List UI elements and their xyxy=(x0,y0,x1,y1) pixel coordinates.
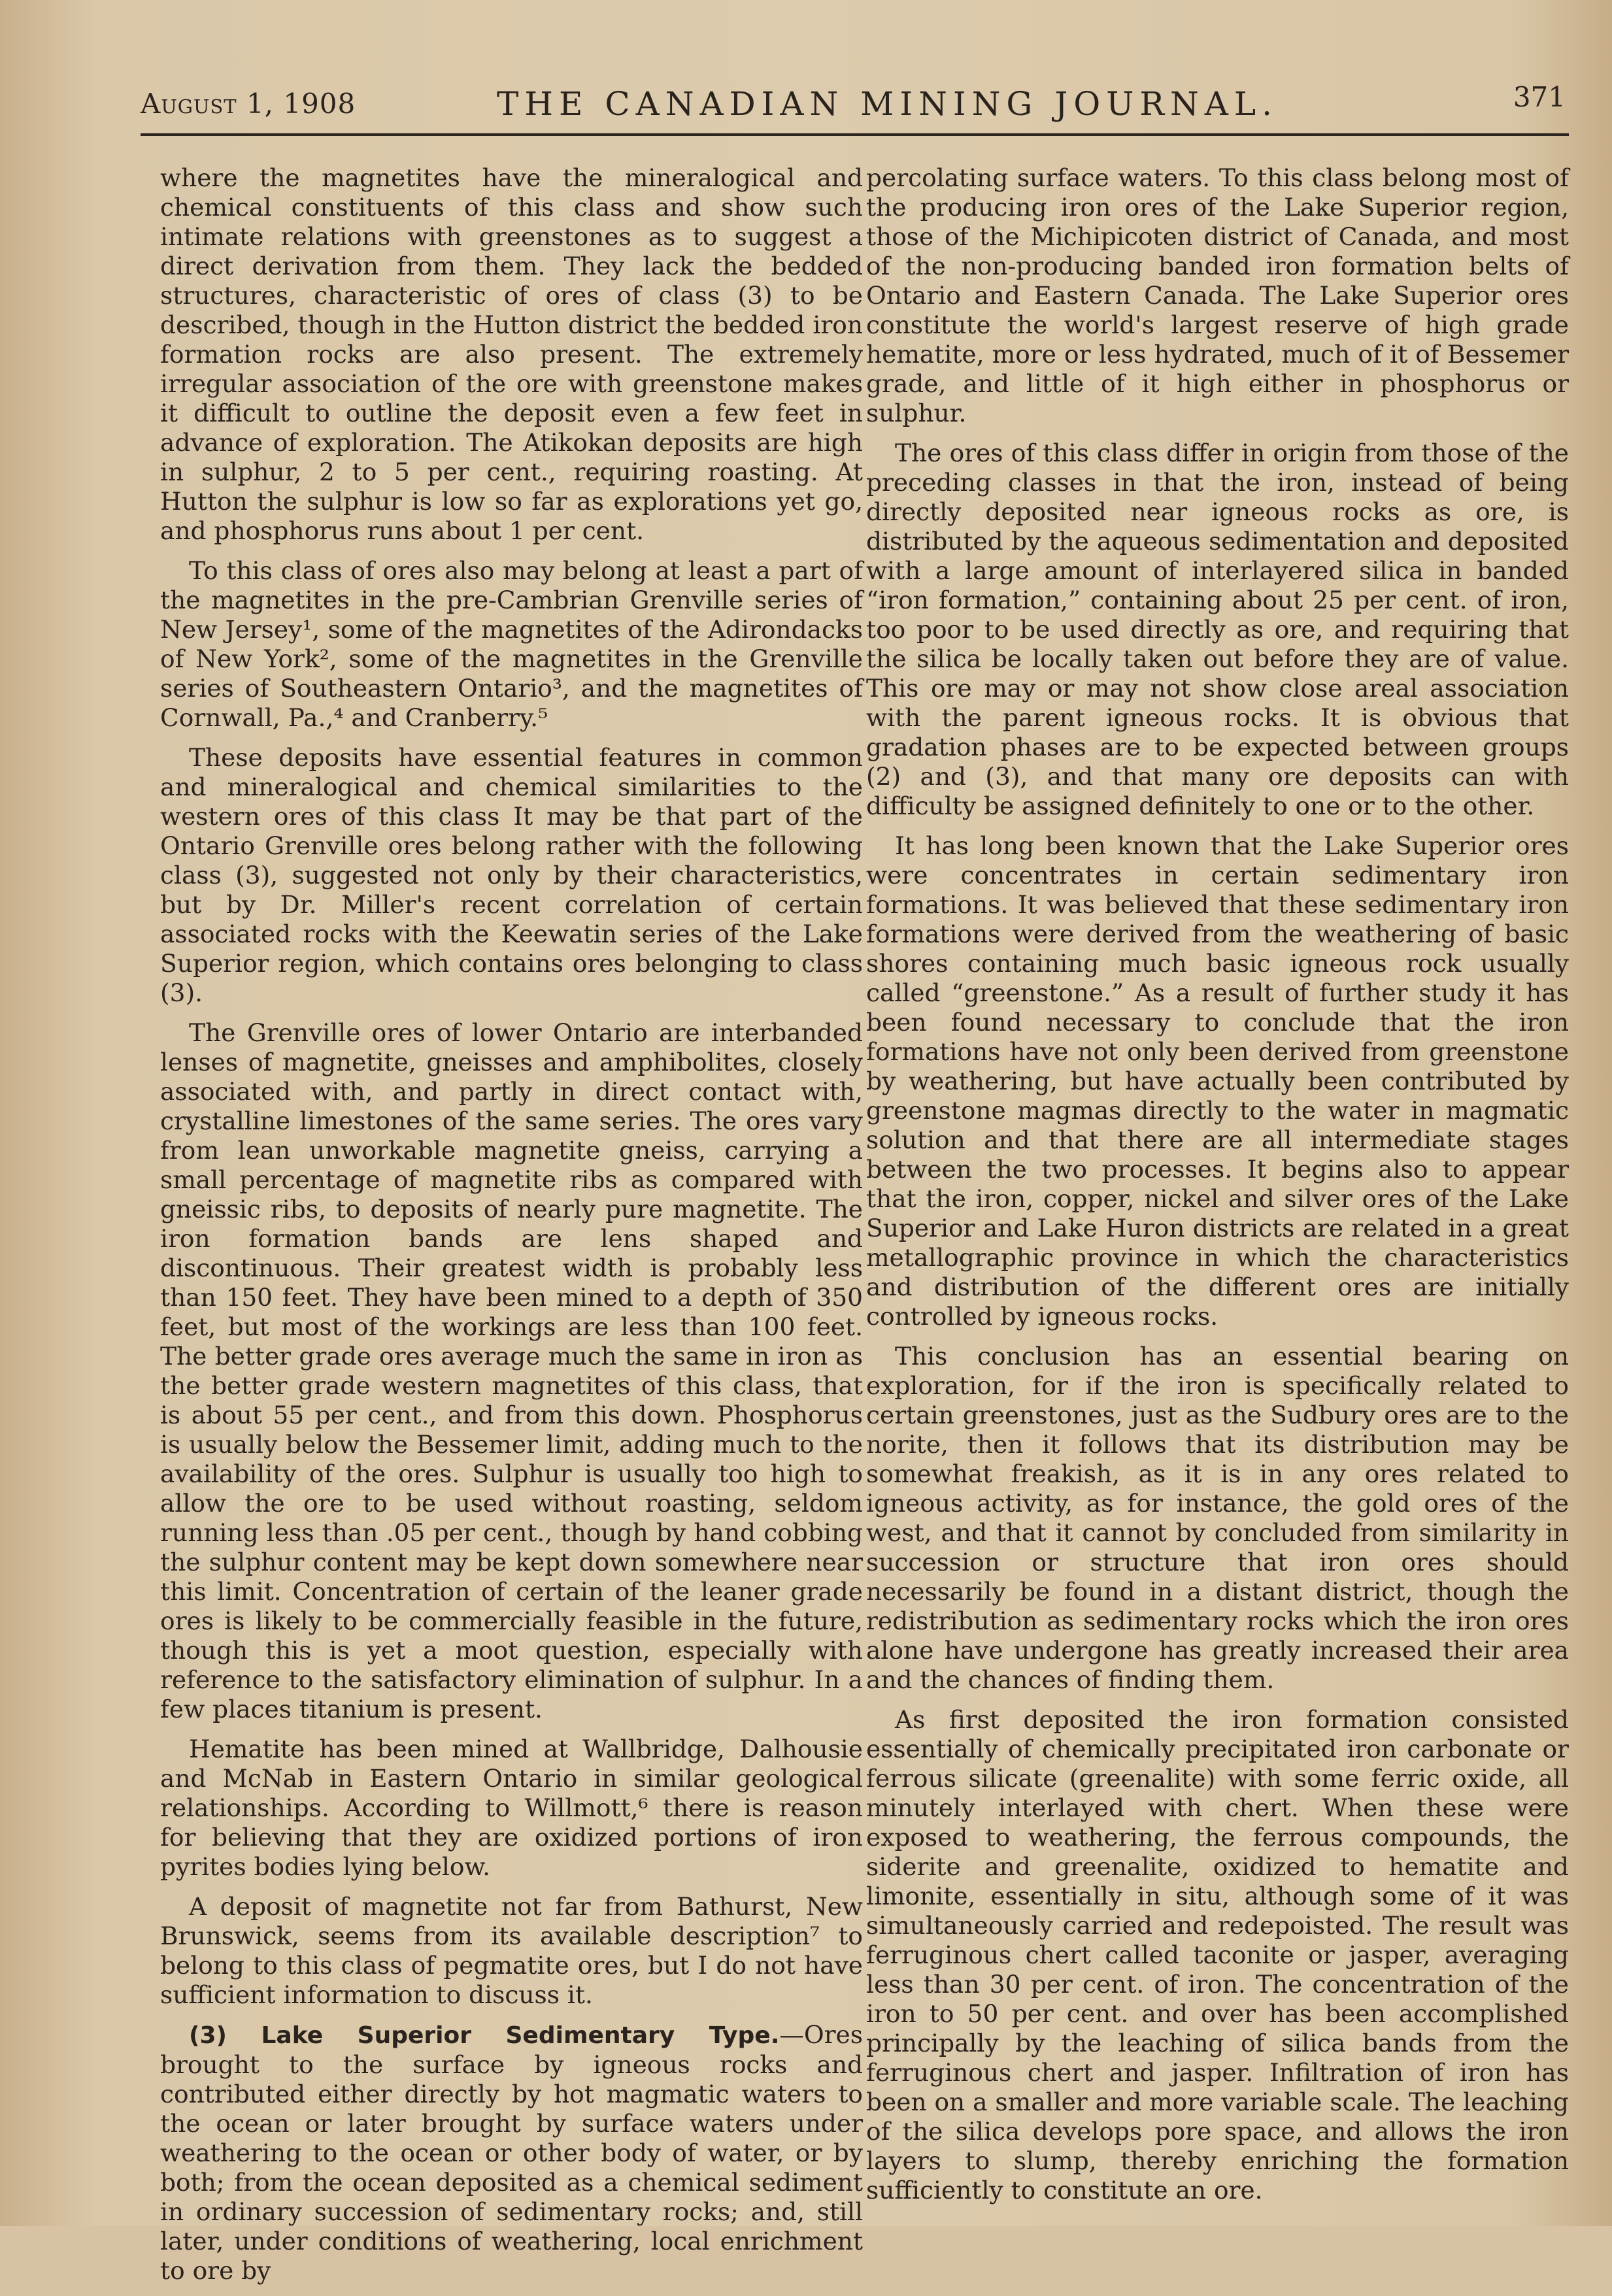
page-number: 371 xyxy=(1513,81,1566,113)
section-body: —Ores brought to the surface by igneous rocks and contributed either directly by hot magmatic waters to the ocean or later brought by surface waters under weathering to the ocean or other body of water, or by both; from the ocean deposited as a chemical sediment in ordinary succession of sedimentary rocks; and, still later, under conditions of weathering, local enrichment to ore by xyxy=(160,2020,863,2285)
paragraph: The Grenville ores of lower Ontario are interbanded lenses of magnetite, gneisses and amphibolites, closely associated with, and partly in direct contact with, crystalline limestones of the same series. The ores vary from lean unworkable magnetite gneiss, carrying a small percentage of magnetite ribs as compared with gneissic ribs, to deposits of nearly pure magnetite. The iron formation bands are lens shaped and discontinuous. Their greatest width is probably less than 150 feet. They have been mined to a depth of 350 feet, but most of the workings are less than 100 feet. The better grade ores average much the same in iron as the better grade western magnetites of this class, that is about 55 per cent., and from this down. Phosphorus is usually below the Bessemer limit, adding much to the availability of the ores. Sulphur is usually too high to allow the ore to be used without roasting, seldom running less than .05 per cent., though by hand cobbing the sulphur content may be kept down somewhere near this limit. Concentration of certain of the leaner grade ores is likely to be commercially feasible in the future, though this is yet a moot question, especially with reference to the satisfactory elimination of sulphur. In a few places titanium is present. xyxy=(160,1018,863,1723)
section-paragraph xyxy=(160,2020,863,2286)
paragraph: It has long been known that the Lake Superior ores were concentrates in certain sedimentary iron formations. It was believed that these sedimentary iron formations were derived from the weathering of basic shores containing much basic igneous rock usually called “greenstone.” As a result of further study it has been found necessary to conclude that the iron formations have not only been derived from greenstone by weathering, but have actually been contributed by greenstone magmas directly to the water in magmatic solution and that there are all intermediate stages between the two processes. It begins also to appear that the iron, copper, nickel and silver ores of the Lake Superior and Lake Huron districts are related in a great metallographic province in which the characteristics and distribution of the different ores are initially controlled by igneous rocks. xyxy=(866,831,1569,1331)
right-column xyxy=(866,163,1569,2216)
paragraph: This conclusion has an essential bearing on exploration, for if the iron is specifically related to certain greenstones, just as the Sudbury ores are to the norite, then it follows that its distribution may be somewhat freakish, as it is in any ores related to igneous activity, as for instance, the gold ores of the west, and that it cannot by concluded from similarity in succession or structure that iron ores should necessarily be found in a distant district, though the redistribution as sedimentary rocks which the iron ores alone have undergone has greatly increased their area and the chances of finding them. xyxy=(866,1342,1569,1694)
paragraph: where the magnetites have the mineralogical and chemical constituents of this class and show such intimate relations with greenstones as to suggest a direct derivation from them. They lack the bedded structures, characteristic of ores of class (3) to be described, though in the Hutton district the bedded iron formation rocks are also present. The extremely irregular association of the ore with greenstone makes it difficult to outline the deposit even a few feet in advance of exploration. The Atikokan deposits are high in sulphur, 2 to 5 per cent., requiring roasting. At Hutton the sulphur is low so far as explorations yet go, and phosphorus runs about 1 per cent. xyxy=(160,163,863,545)
paragraph: To this class of ores also may belong at least a part of the magnetites in the pre-Cambrian Grenville series of New Jersey¹, some of the magnetites of the Adirondacks of New York², some of the magnetites in the Grenville series of Southeastern Ontario³, and the magnetites of Cornwall, Pa.,⁴ and Cranberry.⁵ xyxy=(160,556,863,732)
paragraph: percolating surface waters. To this class belong most of the producing iron ores of the Lake Superior region, those of the Michipicoten district of Canada, and most of the non-producing banded iron formation belts of Ontario and Eastern Canada. The Lake Superior ores constitute the world's largest reserve of high grade hematite, more or less hydrated, much of it of Bessemer grade, and little of it high either in phosphorus or sulphur. xyxy=(866,163,1569,427)
page-header xyxy=(141,81,1566,131)
journal-title: THE CANADIAN MINING JOURNAL. xyxy=(497,85,1278,123)
paragraph: These deposits have essential features in common and mineralogical and chemical similarities to the western ores of this class It may be that part of the Ontario Grenville ores belong rather with the following class (3), suggested not only by their characteristics, but by Dr. Miller's recent correlation of certain associated rocks with the Keewatin series of the Lake Superior region, which contains ores belonging to class (3). xyxy=(160,743,863,1007)
section-heading: (3) Lake Superior Sedimentary Type. xyxy=(189,2022,780,2049)
left-column xyxy=(160,163,863,2296)
header-date: August 1, 1908 xyxy=(141,88,356,120)
header-rule xyxy=(141,133,1569,136)
paragraph: The ores of this class differ in origin from those of the preceding classes in that the iron, instead of being directly deposited near igneous rocks as ore, is distributed by the aqueous sedimentation and deposited with a large amount of interlayered silica in banded “iron formation,” containing about 25 per cent. of iron, too poor to be used directly as ore, and requiring that the silica be locally taken out before they are of value. This ore may or may not show close areal association with the parent igneous rocks. It is obvious that gradation phases are to be expected between groups (2) and (3), and that many ore deposits can with difficulty be assigned definitely to one or to the other. xyxy=(866,439,1569,820)
paragraph: A deposit of magnetite not far from Bathurst, New Brunswick, seems from its available description⁷ to belong to this class of pegmatite ores, but I do not have sufficient information to discuss it. xyxy=(160,1892,863,2009)
paragraph: As first deposited the iron formation consisted essentially of chemically precipitated iron carbonate or ferrous silicate (greenalite) with some ferric oxide, all minutely interlayed with chert. When these were exposed to weathering, the ferrous compounds, the siderite and greenalite, oxidized to hematite and limonite, essentially in situ, although some of it was simultaneously carried and redepoisted. The result was ferruginous chert called taconite or jasper, averaging less than 30 per cent. of iron. The concentration of the iron to 50 per cent. and over has been accomplished principally by the leaching of silica bands from the ferruginous chert and jasper. Infiltration of iron has been on a smaller and more variable scale. The leaching of the silica develops pore space, and allows the iron layers to slump, thereby enriching the formation sufficiently to constitute an ore. xyxy=(866,1705,1569,2204)
paragraph: Hematite has been mined at Wallbridge, Dalhousie and McNab in Eastern Ontario in similar geological relationships. According to Willmott,⁶ there is reason for believing that they are oxidized portions of iron pyrites bodies lying below. xyxy=(160,1735,863,1881)
